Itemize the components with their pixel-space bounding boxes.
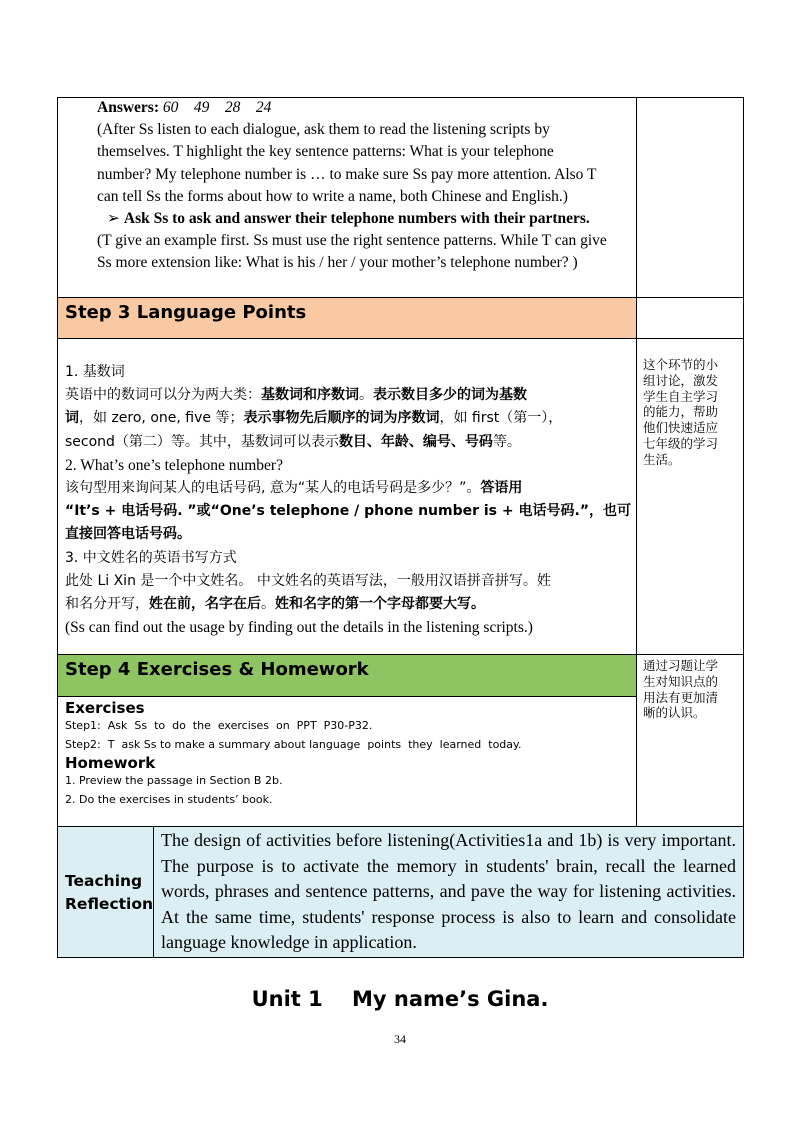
text-run: second（第二）等。其中，基数词可以表示 (65, 433, 339, 450)
text-run: ，如 zero, one, five 等； (79, 410, 244, 427)
reflection-text: The design of activities before listening(Activities1a and 1b) is very important. The purpose is to activate the memory in students' brain, recall the learned words, phrases and sentence patterns, and pave the way for listening activities. At the same time, students' response process is also to learn and consolidate language knowledge in application. (161, 830, 736, 952)
unit-title: Unit 1 My name’s Gina. (251, 987, 549, 1011)
exercises-heading: Exercises (65, 699, 145, 717)
text-run: 。 (261, 596, 275, 613)
text-line-bold: 直接回答电话号码。 (65, 526, 191, 543)
answers-values: 60 49 28 24 (162, 99, 272, 116)
reflection-label (65, 870, 153, 916)
point-heading: 3. 中文姓名的英语书写方式 (65, 549, 237, 566)
task-note-line: Ss more extension like: What is his / her / your mother’s telephone number? ) (97, 254, 578, 272)
text-run: 英语中的数词可以分为两大类： (65, 387, 261, 404)
step2-content (97, 97, 633, 275)
side-note-line: 的能力，帮助 (643, 404, 719, 420)
homework-line: 2. Do the exercises in students’ book. (65, 792, 273, 806)
text-run-bold: 词 (65, 410, 79, 427)
side-note-line: 组讨论，激发 (643, 372, 719, 388)
side-note-line: 这个环节的小 (643, 357, 719, 372)
task-text: Ask Ss to ask and answer their telephone numbers with their partners. (123, 210, 590, 228)
step3-side-note (643, 357, 735, 468)
text-line: 此处 Li Xin 是一个中文姓名。 中文姓名的英语写法，一般用汉语拼音拼写。姓 (65, 572, 551, 589)
text-run-bold: 姓和名字的第一个字母都要大写。 (275, 596, 485, 613)
point-heading: 1. 基数词 (65, 364, 125, 380)
step4-title: Step 4 Exercises & Homework (65, 659, 369, 680)
table-rule (57, 826, 744, 827)
side-note-line: 生对知识点的 (643, 673, 719, 689)
text-run: ，如 first（第一）， (439, 410, 563, 427)
side-note-line: 晰的认识。 (643, 705, 706, 721)
side-note-line: 用法有更加清 (643, 689, 719, 705)
homework-line: 1. Preview the passage in Section B 2b. (65, 774, 283, 787)
step4-content (65, 699, 635, 809)
text-run: 。 (359, 387, 373, 404)
text-run: 和名分开写， (65, 596, 149, 613)
table-rule (57, 297, 744, 298)
text-run: 该句型用来询问某人的电话号码, 意为“某人的电话号码是多少？”。 (65, 480, 481, 497)
table-column-divider (636, 97, 637, 827)
arrow-bullet-icon: ➢ (107, 210, 120, 228)
exercise-line: Step1: Ask Ss to do the exercises on PPT P30-P32. (65, 719, 373, 732)
text-run: 等。 (492, 433, 521, 450)
note-line: can tell Ss the forms about how to write a name, both Chinese and English.) (97, 187, 568, 205)
note-line: number? My telephone number is … to make sure Ss pay more attention. Also T (97, 165, 597, 183)
text-run-bold: 答语用 (480, 480, 523, 497)
note-line: (After Ss listen to each dialogue, ask them to read the listening scripts by (97, 121, 550, 139)
reflection-label-line: Teaching (65, 872, 143, 890)
text-run-bold: 数目、年龄、编号、号码 (338, 433, 493, 450)
point-heading: 2. What’s one’s telephone number? (65, 456, 283, 474)
exercise-line: Step2: T ask Ss to make a summary about language points they learned today. (65, 737, 522, 751)
text-run-bold: 表示数目多少的词为基数 (373, 387, 527, 404)
side-note-line: 生活。 (643, 451, 681, 467)
side-note-line: 学生自主学习 (643, 388, 719, 404)
answers-label: Answers: (97, 99, 159, 116)
text-run-bold: 基数词和序数词 (261, 387, 359, 404)
step3-content (65, 361, 635, 639)
table-rule (57, 696, 637, 697)
table-rule (57, 338, 744, 339)
step3-title: Step 3 Language Points (65, 302, 307, 323)
side-note-line: 他们快速适应 (643, 420, 719, 436)
table-column-divider (153, 826, 154, 958)
table-rule (57, 654, 744, 655)
note-line: themselves. T highlight the key sentence patterns: What is your telephone (97, 143, 554, 161)
homework-heading: Homework (65, 754, 156, 772)
text-run-bold: 姓在前，名字在后 (149, 596, 261, 613)
reflection-label-line: Reflection (65, 895, 154, 913)
task-note-line: (T give an example first. Ss must use the right sentence patterns. While T can give (97, 232, 607, 250)
side-note-line: 七年级的学习 (643, 435, 719, 451)
text-line: (Ss can find out the usage by finding out the details in the listening scripts.) (65, 619, 533, 637)
page-number: 34 (394, 1032, 406, 1046)
step4-side-note (643, 658, 735, 721)
text-run-bold: 表示事物先后顺序的词为序数词 (243, 410, 440, 427)
side-note-line: 通过习题让学 (643, 658, 719, 673)
text-line-bold: “It’s + 电话号码. ”或“One’s telephone / phone number is + 电话号码.”，也可 (65, 503, 632, 520)
